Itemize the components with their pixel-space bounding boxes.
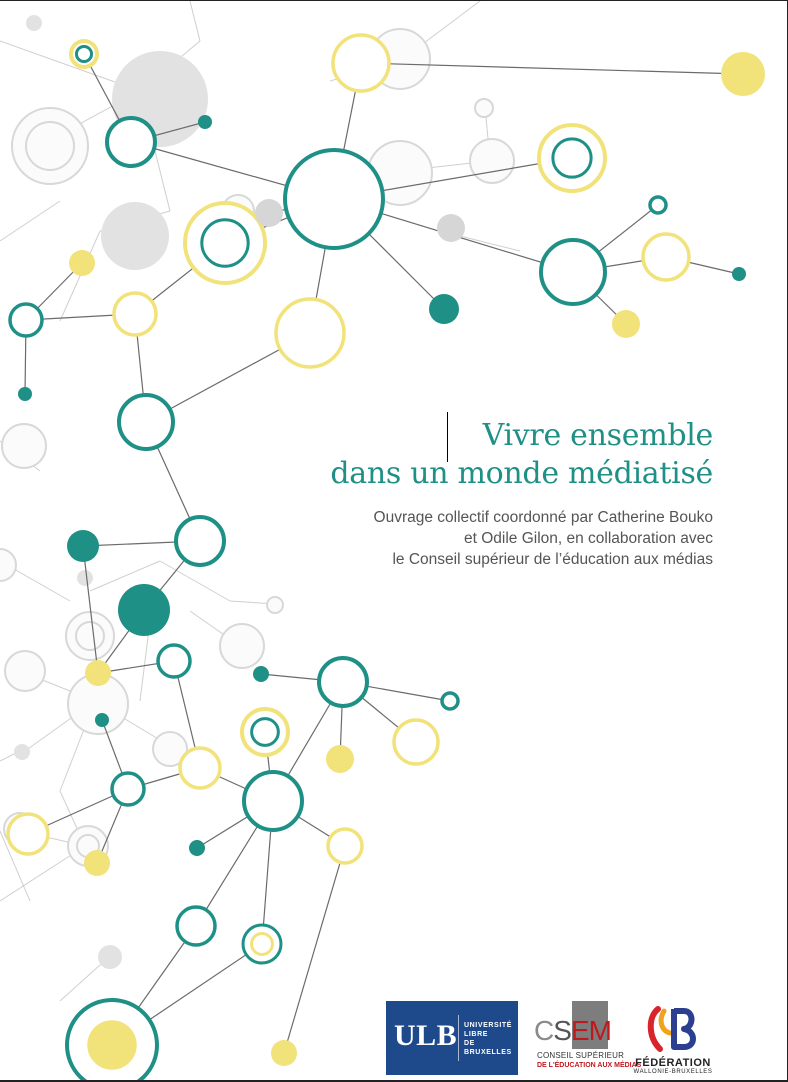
yellow-ring-node bbox=[643, 234, 689, 280]
teal-dot-node bbox=[67, 530, 99, 562]
yellow-ring-node bbox=[180, 748, 220, 788]
csem-mark bbox=[534, 1015, 612, 1047]
fwb-logo bbox=[630, 1001, 716, 1077]
teal-dot-node bbox=[732, 267, 746, 281]
teal-ring-node bbox=[244, 772, 302, 830]
teal-ring-node bbox=[285, 150, 383, 248]
teal-ring-node bbox=[10, 304, 42, 336]
teal-dot-node bbox=[253, 666, 269, 682]
teal-dot-node bbox=[18, 387, 32, 401]
ulb-logo bbox=[386, 1001, 518, 1075]
csem-line-1: CONSEIL SUPÉRIEUR bbox=[537, 1051, 625, 1060]
cover-subtitle bbox=[193, 507, 713, 570]
teal-dot-node bbox=[198, 115, 212, 129]
fwb-line-2: WALLONIE-BRUXELLES bbox=[633, 1069, 713, 1075]
ulb-divider bbox=[458, 1015, 459, 1061]
yellow-ring-node bbox=[333, 35, 389, 91]
fwb-line-1: FÉDÉRATION bbox=[635, 1057, 711, 1069]
csem-line-2: DE L'ÉDUCATION AUX MÉDIAS bbox=[537, 1062, 642, 1069]
yellow-dot-node bbox=[84, 850, 110, 876]
title-line-2: dans un monde médiatisé bbox=[330, 456, 713, 491]
yellow-dot-node bbox=[326, 745, 354, 773]
teal-ring-node bbox=[112, 773, 144, 805]
teal-ring-node bbox=[442, 693, 458, 709]
teal-ring-node bbox=[319, 658, 367, 706]
grey-node bbox=[98, 945, 122, 969]
yellow-inner-ring-node bbox=[252, 934, 273, 955]
csem-mark-c: C bbox=[534, 1015, 554, 1046]
yellow-ring-node bbox=[8, 814, 48, 854]
teal-ring-node bbox=[650, 197, 666, 213]
ulb-text bbox=[464, 1021, 518, 1057]
grey-dot-node bbox=[255, 199, 283, 227]
yellow-dot-node bbox=[271, 1040, 297, 1066]
grey-node bbox=[76, 622, 104, 650]
cover-title bbox=[193, 417, 713, 493]
ulb-text-line-1: UNIVERSITÉ bbox=[464, 1022, 513, 1029]
grey-node bbox=[475, 99, 493, 117]
yellow-dot-node bbox=[721, 52, 765, 96]
fwb-emblem-icon bbox=[644, 1003, 702, 1055]
grey-node bbox=[5, 651, 45, 691]
subtitle-line-1: Ouvrage collectif coordonné par Catherine Bouko bbox=[373, 509, 713, 526]
grey-dot-node bbox=[437, 214, 465, 242]
teal-dot-node bbox=[189, 840, 205, 856]
yellow-ring-node bbox=[394, 720, 438, 764]
ulb-mark: ULB bbox=[394, 1019, 458, 1052]
network-edge bbox=[284, 846, 345, 1053]
yellow-dot-node bbox=[85, 660, 111, 686]
yellow-ring-node bbox=[328, 829, 362, 863]
grey-node bbox=[2, 424, 46, 468]
ulb-text-line-2: LIBRE bbox=[464, 1031, 488, 1038]
yellow-dot-node bbox=[87, 1020, 137, 1070]
grey-node bbox=[101, 202, 169, 270]
grey-edge bbox=[60, 231, 100, 321]
grey-node bbox=[77, 570, 93, 586]
yellow-ring-node bbox=[114, 293, 156, 335]
ulb-text-line-3: DE BRUXELLES bbox=[464, 1040, 512, 1056]
teal-dot-node bbox=[118, 584, 170, 636]
csem-mark-em: EM bbox=[570, 1015, 611, 1046]
grey-edge bbox=[190, 1, 200, 41]
title-line-1: Vivre ensemble bbox=[482, 418, 713, 453]
teal-ring-node bbox=[177, 907, 215, 945]
teal-dot-node bbox=[429, 294, 459, 324]
teal-dot-node bbox=[95, 713, 109, 727]
grey-node bbox=[26, 15, 42, 31]
yellow-dot-node bbox=[612, 310, 640, 338]
grey-node bbox=[0, 549, 16, 581]
subtitle-line-2: et Odile Gilon, en collaboration avec bbox=[463, 530, 713, 547]
grey-node bbox=[470, 139, 514, 183]
teal-inner-ring-node bbox=[76, 46, 91, 61]
grey-node bbox=[267, 597, 283, 613]
teal-ring-node bbox=[119, 395, 173, 449]
yellow-dot-node bbox=[69, 250, 95, 276]
csem-logo bbox=[534, 1001, 642, 1077]
yellow-ring-node bbox=[276, 299, 344, 367]
grey-edge bbox=[0, 201, 60, 241]
grey-node bbox=[26, 122, 74, 170]
teal-inner-ring-node bbox=[202, 220, 248, 266]
teal-inner-ring-node bbox=[252, 719, 279, 746]
subtitle-line-3: le Conseil supérieur de l’éducation aux médias bbox=[392, 551, 713, 568]
grey-node bbox=[14, 744, 30, 760]
publisher-logos bbox=[386, 1001, 716, 1077]
csem-mark-s: S bbox=[553, 1015, 571, 1046]
teal-ring-node bbox=[541, 240, 605, 304]
teal-inner-ring-node bbox=[553, 139, 591, 177]
teal-ring-node bbox=[107, 118, 155, 166]
grey-node bbox=[220, 624, 264, 668]
teal-ring-node bbox=[158, 645, 190, 677]
